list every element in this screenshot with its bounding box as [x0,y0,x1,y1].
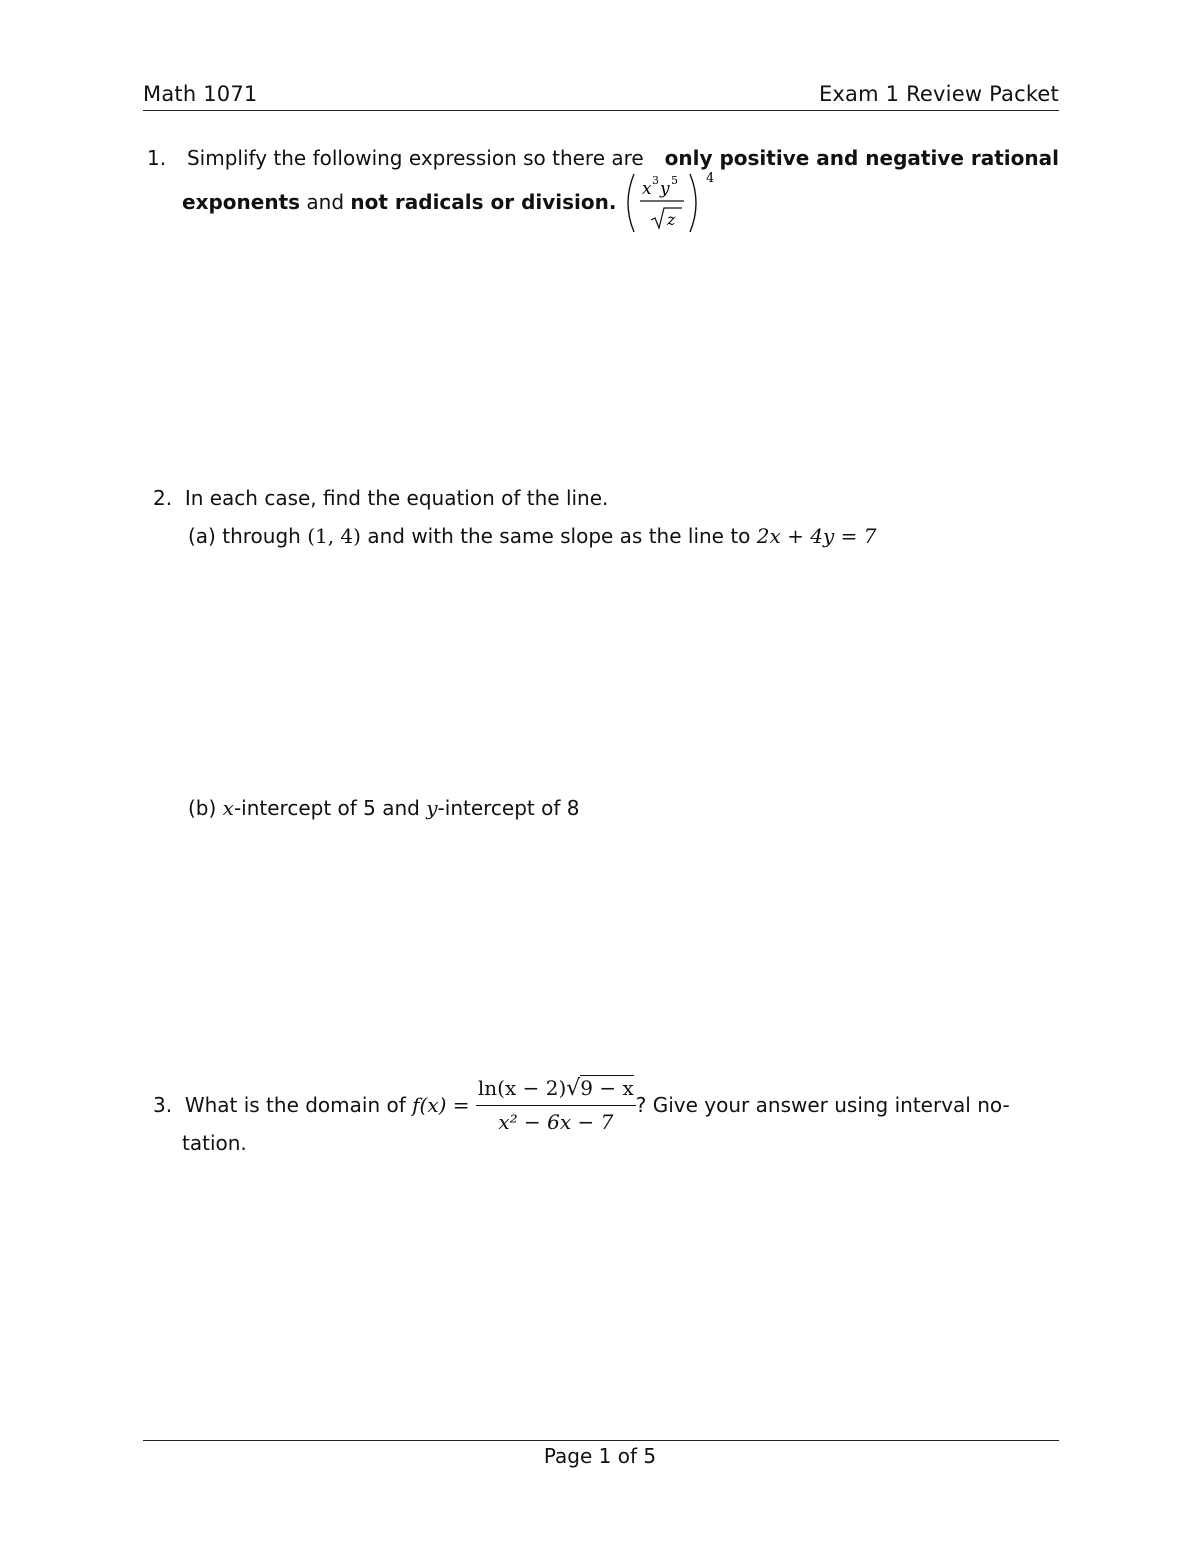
question-1-line-2 [182,188,616,216]
q1-bold-b: exponents [182,190,301,214]
den-z: z [667,210,676,229]
q3-numerator-radicand: 9 − x [580,1076,634,1100]
course-name: Math 1071 [143,82,258,106]
q2b-y-var: y [426,796,438,820]
q2b-text2: -intercept of 8 [437,796,580,820]
q2a-point: (1, 4) [307,524,361,548]
num-x: x [642,179,652,199]
q2b-x-var: x [222,796,234,820]
question-1-line-1 [147,144,1059,172]
q3-fraction [476,1074,636,1136]
q2a-label: (a) [188,524,216,548]
q2a-equation: 2x + 4y = 7 [756,524,877,548]
q2b-label: (b) [188,796,217,820]
question-2 [153,484,608,512]
num-x-exp: 3 [652,174,659,187]
q1-text-a: Simplify the following expression so there are [186,146,644,170]
q1-number: 1. [147,146,167,170]
left-paren [628,174,634,232]
footer-rule [143,1440,1059,1441]
q3-fx: f(x) = [412,1093,470,1117]
num-y: y [660,179,670,199]
num-y-exp: 5 [671,174,678,187]
q2a-text: through [222,524,301,548]
q1-bold-c: not radicals or division. [350,190,617,214]
q3-number: 3. [153,1093,173,1117]
q2a-text2: and with the same slope as the line to [367,524,751,548]
outer-exp: 4 [706,171,715,186]
q2-text: In each case, find the equation of the line. [184,486,609,510]
question-3-line-1 [153,1075,1059,1135]
q3-denominator: x² − 6x − 7 [498,1110,614,1134]
q1-bold-a: only positive and negative rational [664,146,1059,170]
q1-text-b: and [306,190,345,214]
question-2b [188,794,579,822]
q3-numerator: ln(x − 2)√9 − x [476,1074,636,1106]
right-paren [690,174,696,232]
packet-title: Exam 1 Review Packet [818,82,1059,106]
q3-text-b: ? Give your answer using interval no- [635,1093,1010,1117]
page-number: Page 1 of 5 [543,1444,657,1468]
question-2a [188,522,876,550]
q2-number: 2. [153,486,173,510]
question-3-line-2 [182,1129,247,1157]
q3-text-a: What is the domain of [184,1093,406,1117]
q3-text-c: tation. [182,1131,247,1155]
header-rule [143,110,1059,111]
q2b-text1: -intercept of 5 and [233,796,420,820]
q1-expression [620,168,730,238]
